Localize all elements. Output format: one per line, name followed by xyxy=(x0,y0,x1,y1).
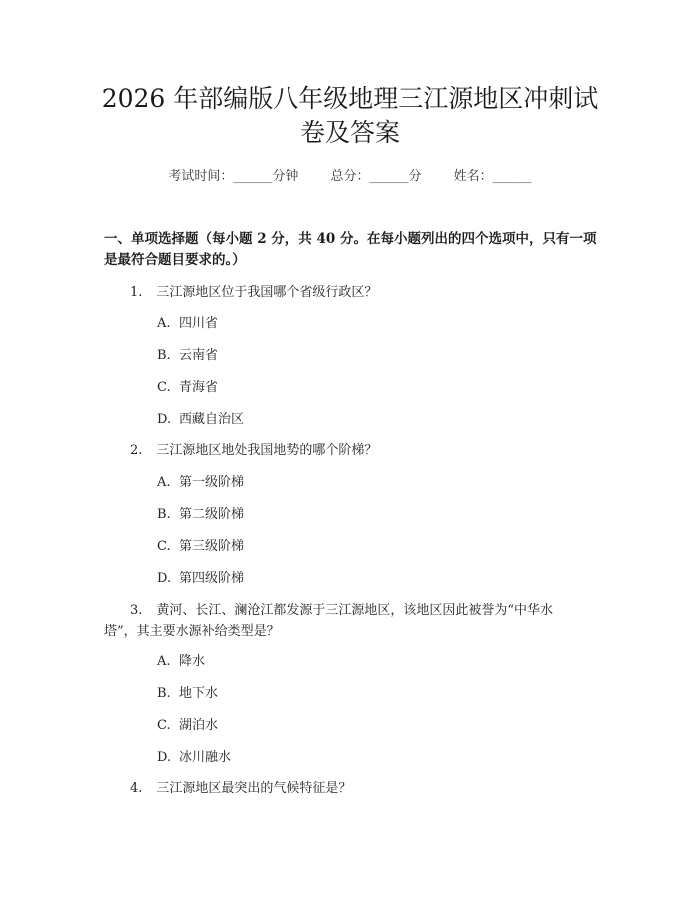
question-2-option-b xyxy=(157,506,244,524)
title-line-1: 2026 年部编版八年级地理三江源地区冲刺试 xyxy=(101,84,599,113)
question-number: 1. xyxy=(130,285,143,300)
option-letter: D. xyxy=(157,571,172,586)
option-text: 青海省 xyxy=(179,380,219,395)
option-letter: C. xyxy=(157,718,171,733)
question-4 xyxy=(104,778,594,799)
option-letter: D. xyxy=(157,412,172,427)
option-text: 湖泊水 xyxy=(179,718,219,733)
page-title xyxy=(90,82,610,150)
student-name-field: 姓名：______ xyxy=(453,169,532,184)
question-1-option-d xyxy=(157,411,244,429)
question-text: 三江源地区位于我国哪个省级行政区？ xyxy=(156,285,378,300)
option-letter: C. xyxy=(157,539,171,554)
option-text: 四川省 xyxy=(179,316,219,331)
question-number: 2. xyxy=(130,443,143,458)
exam-meta xyxy=(0,168,700,186)
question-3-option-a xyxy=(157,653,205,671)
option-letter: B. xyxy=(157,507,171,522)
question-1-option-b xyxy=(157,347,218,365)
option-letter: C. xyxy=(157,380,171,395)
option-text: 第二级阶梯 xyxy=(179,507,245,522)
option-letter: B. xyxy=(157,686,171,701)
question-1-option-a xyxy=(157,315,218,333)
question-3-option-c xyxy=(157,717,218,735)
option-text: 西藏自治区 xyxy=(179,412,245,427)
question-2-option-a xyxy=(157,474,244,492)
option-text: 冰川融水 xyxy=(179,750,232,765)
exam-time-field: 考试时间：______分钟 xyxy=(168,169,299,184)
total-score-field: 总分：______分 xyxy=(330,169,422,184)
question-2 xyxy=(104,440,594,461)
option-letter: B. xyxy=(157,348,171,363)
option-letter: A. xyxy=(157,316,171,331)
question-1-option-c xyxy=(157,379,218,397)
section-heading-line-1: 一、单项选择题（每小题 2 分，共 40 分。在每小题列出的四个选项中，只有一项 xyxy=(104,231,597,247)
section-heading-line-2: 是最符合题目要求的。） xyxy=(104,252,246,268)
question-2-option-d xyxy=(157,570,244,588)
question-3-option-b xyxy=(157,685,218,703)
question-2-option-c xyxy=(157,538,244,556)
option-text: 地下水 xyxy=(179,686,219,701)
title-line-2: 卷及答案 xyxy=(299,118,400,147)
question-text: 三江源地区地处我国地势的哪个阶梯？ xyxy=(156,443,378,458)
question-1 xyxy=(104,282,594,303)
option-letter: D. xyxy=(157,750,172,765)
option-letter: A. xyxy=(157,654,171,669)
option-letter: A. xyxy=(157,475,171,490)
option-text: 第四级阶梯 xyxy=(179,571,245,586)
question-3-option-d xyxy=(157,749,231,767)
option-text: 降水 xyxy=(179,654,206,669)
question-number: 4. xyxy=(130,781,143,796)
option-text: 第一级阶梯 xyxy=(179,475,245,490)
option-text: 云南省 xyxy=(179,348,219,363)
question-text-line-2: 塔”，其主要水源补给类型是？ xyxy=(104,624,280,639)
section-heading xyxy=(104,229,604,271)
option-text: 第三级阶梯 xyxy=(179,539,245,554)
question-3 xyxy=(104,600,594,642)
question-text: 三江源地区最突出的气候特征是？ xyxy=(156,781,352,796)
question-number: 3. xyxy=(130,603,143,618)
question-text-line-1: 黄河、长江、澜沧江都发源于三江源地区，该地区因此被誉为“中华水 xyxy=(156,603,554,618)
